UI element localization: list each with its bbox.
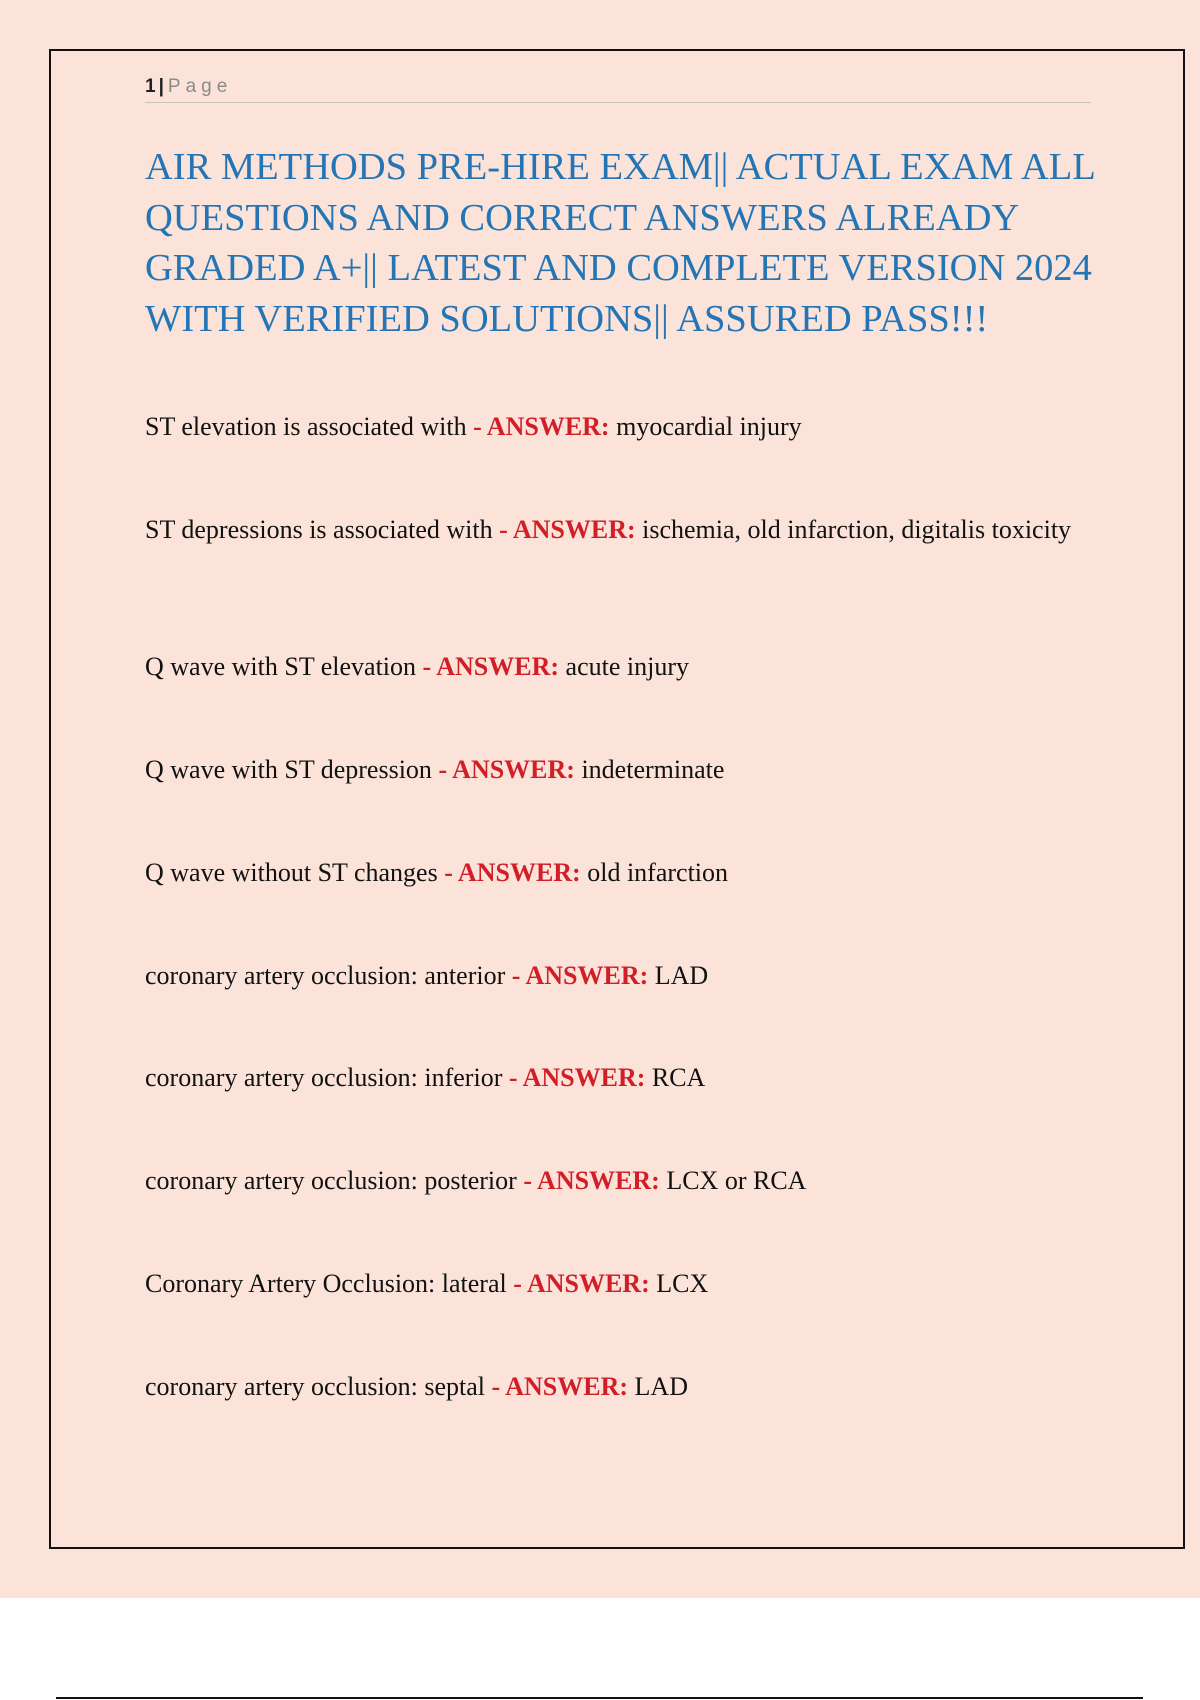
- qa-item: [145, 1061, 1095, 1095]
- answer-text: acute injury: [565, 652, 689, 681]
- question-text: coronary artery occlusion: inferior: [145, 1063, 503, 1092]
- question-text: coronary artery occlusion: anterior: [145, 961, 506, 990]
- answer-text: indeterminate: [581, 755, 725, 784]
- question-text: coronary artery occlusion: posterior: [145, 1166, 517, 1195]
- answer-marker: - ANSWER:: [491, 1372, 629, 1401]
- answer-marker: - ANSWER:: [473, 412, 610, 441]
- qa-item: [145, 856, 1095, 890]
- page-separator: |: [158, 76, 164, 97]
- question-text: Q wave with ST depression: [145, 755, 432, 784]
- answer-text: LAD: [654, 961, 709, 990]
- qa-item: [145, 1267, 1095, 1301]
- document-title: AIR METHODS PRE-HIRE EXAM|| ACTUAL EXAM ALL QUESTIONS AND CORRECT ANSWERS ALREADY GRADED A+|| LATEST AND COMPLETE VERSION 2024 WITH VERIFIED SOLUTIONS|| ASSURED PASS!!!: [145, 146, 1095, 340]
- question-text: ST depressions is associated with: [145, 515, 493, 544]
- page-header: [145, 74, 1091, 103]
- qa-item: [145, 1370, 1095, 1404]
- qa-item: [145, 753, 1095, 787]
- question-text: coronary artery occlusion: septal: [145, 1372, 486, 1401]
- question-text: ST elevation is associated with: [145, 412, 467, 441]
- page-label: Page: [167, 76, 233, 97]
- answer-text: old infarction: [587, 858, 729, 887]
- qa-item: [145, 1164, 1095, 1198]
- footer-rule: [56, 1697, 1143, 1699]
- qa-item: [145, 959, 1095, 993]
- answer-text: LCX or RCA: [666, 1166, 807, 1195]
- page-number: 1: [145, 76, 156, 97]
- answer-marker: - ANSWER:: [511, 961, 649, 990]
- answer-text: ischemia, old infarction, digitalis toxicity: [642, 515, 1072, 544]
- answer-marker: - ANSWER:: [422, 652, 560, 681]
- qa-item: [145, 513, 1095, 547]
- answer-marker: - ANSWER:: [499, 515, 636, 544]
- answer-text: RCA: [651, 1063, 706, 1092]
- answer-marker: - ANSWER:: [513, 1269, 650, 1298]
- answer-text: LAD: [634, 1372, 688, 1401]
- answer-marker: - ANSWER:: [444, 858, 581, 887]
- question-text: Q wave with ST elevation: [145, 652, 417, 681]
- answer-marker: - ANSWER:: [508, 1063, 646, 1092]
- answer-marker: - ANSWER:: [438, 755, 575, 784]
- question-text: Q wave without ST changes: [145, 858, 438, 887]
- qa-item: [145, 410, 1095, 444]
- answer-text: LCX: [656, 1269, 709, 1298]
- answer-text: myocardial injury: [616, 412, 802, 441]
- qa-item: [145, 650, 1095, 684]
- question-text: Coronary Artery Occlusion: lateral: [145, 1269, 507, 1298]
- answer-marker: - ANSWER:: [523, 1166, 660, 1195]
